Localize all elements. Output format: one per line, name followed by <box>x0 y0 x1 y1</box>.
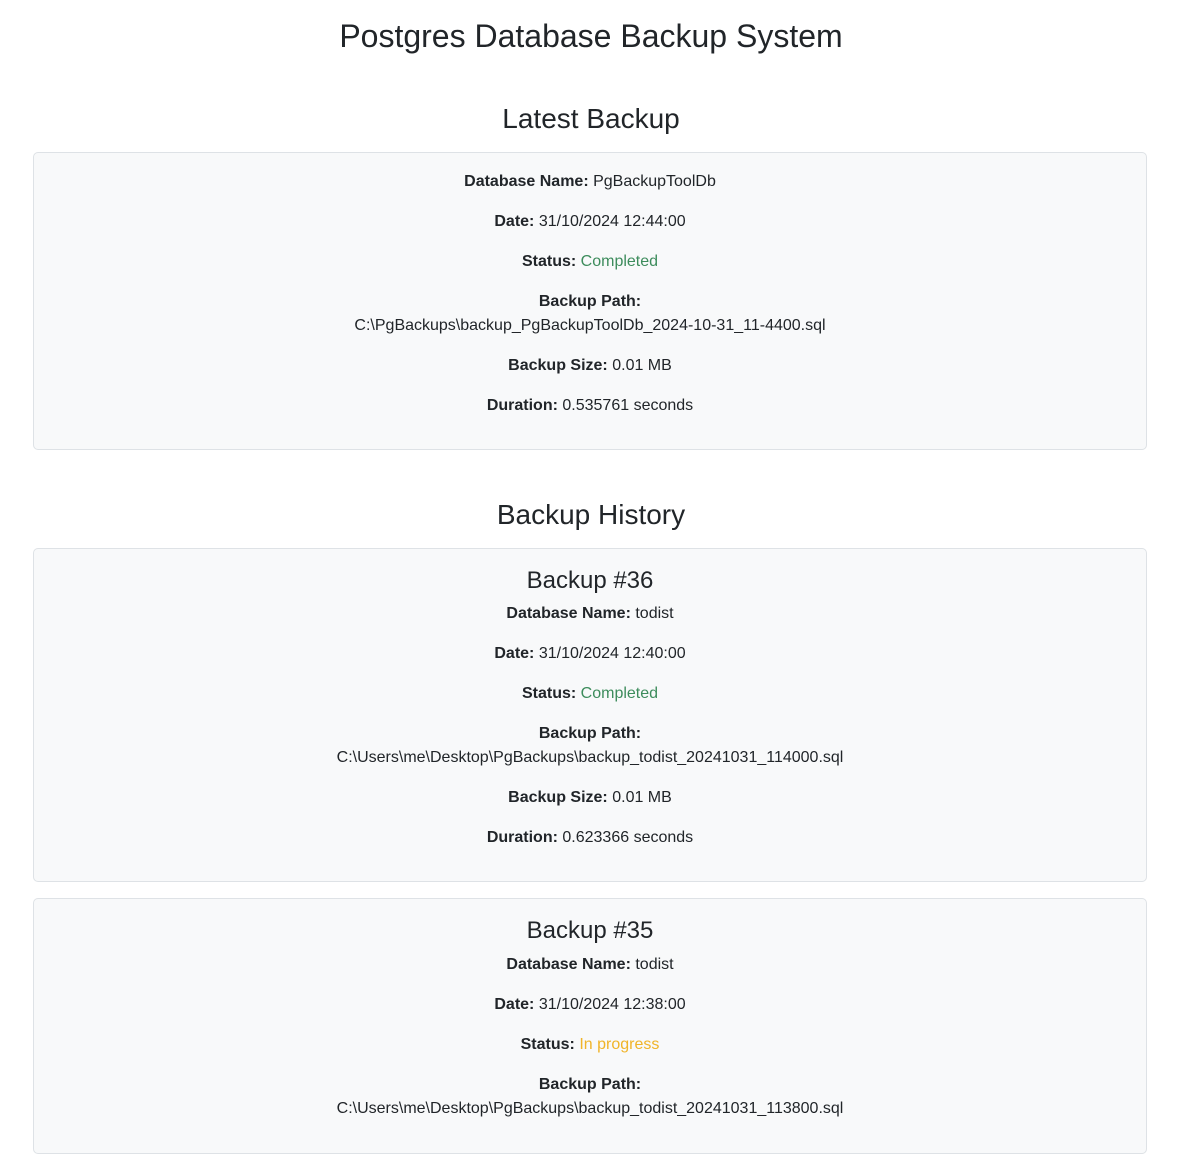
history-status <box>34 682 1146 706</box>
history-database-name <box>34 953 1146 977</box>
date-value: 31/10/2024 12:44:00 <box>538 213 686 230</box>
backup-path-value: C:\Users\me\Desktop\PgBackups\backup_todist_20241031_114000.sql <box>336 749 844 766</box>
backup-path-label: Backup Path: <box>538 1076 642 1093</box>
backup-path-value: C:\PgBackups\backup_PgBackupToolDb_2024-10-31_11-4400.sql <box>354 317 826 334</box>
database-name-label: Database Name: <box>464 173 589 190</box>
duration-label: Duration: <box>486 829 558 846</box>
backup-path-label: Backup Path: <box>538 293 642 310</box>
date-label: Date: <box>494 996 535 1013</box>
date-label: Date: <box>494 213 535 230</box>
latest-backup-size <box>34 354 1146 378</box>
page-title: Postgres Database Backup System <box>339 18 843 54</box>
status-label: Status: <box>520 1036 575 1053</box>
history-card <box>33 548 1147 882</box>
status-label: Status: <box>521 253 577 270</box>
latest-database-name <box>34 170 1146 194</box>
backup-size-label: Backup Size: <box>508 357 608 374</box>
status-value: Completed <box>580 253 659 270</box>
history-backup-size <box>34 786 1146 810</box>
backup-path-label: Backup Path: <box>538 725 642 742</box>
status-value: Completed <box>580 685 659 702</box>
history-card <box>33 898 1147 1154</box>
duration-value: 0.535761 seconds <box>562 397 694 414</box>
database-name-label: Database Name: <box>506 605 631 622</box>
latest-date <box>34 210 1146 234</box>
history-date <box>34 993 1146 1017</box>
history-backup-path <box>34 1073 1146 1121</box>
database-name-value: PgBackupToolDb <box>593 173 716 190</box>
duration-label: Duration: <box>486 397 558 414</box>
backup-history-heading: Backup History <box>496 499 686 530</box>
database-name-value: todist <box>635 605 674 622</box>
latest-backup-heading: Latest Backup <box>502 103 680 134</box>
history-card-title: Backup #35 <box>526 917 654 944</box>
date-value: 31/10/2024 12:40:00 <box>538 645 686 662</box>
date-label: Date: <box>494 645 535 662</box>
status-value: In progress <box>579 1036 660 1053</box>
duration-value: 0.623366 seconds <box>562 829 694 846</box>
latest-backup-path <box>34 290 1146 338</box>
history-date <box>34 642 1146 666</box>
history-status <box>34 1033 1146 1057</box>
backup-size-value: 0.01 MB <box>612 789 672 806</box>
history-database-name <box>34 602 1146 626</box>
date-value: 31/10/2024 12:38:00 <box>538 996 686 1013</box>
backup-size-value: 0.01 MB <box>612 357 672 374</box>
latest-duration <box>34 394 1146 418</box>
latest-status <box>34 250 1146 274</box>
database-name-value: todist <box>635 956 674 973</box>
history-backup-path <box>34 722 1146 770</box>
backup-size-label: Backup Size: <box>508 789 608 806</box>
history-card-title: Backup #36 <box>526 567 654 594</box>
backup-path-value: C:\Users\me\Desktop\PgBackups\backup_todist_20241031_113800.sql <box>336 1100 844 1117</box>
status-label: Status: <box>521 685 577 702</box>
history-duration <box>34 826 1146 850</box>
database-name-label: Database Name: <box>506 956 631 973</box>
latest-backup-card <box>33 152 1147 450</box>
